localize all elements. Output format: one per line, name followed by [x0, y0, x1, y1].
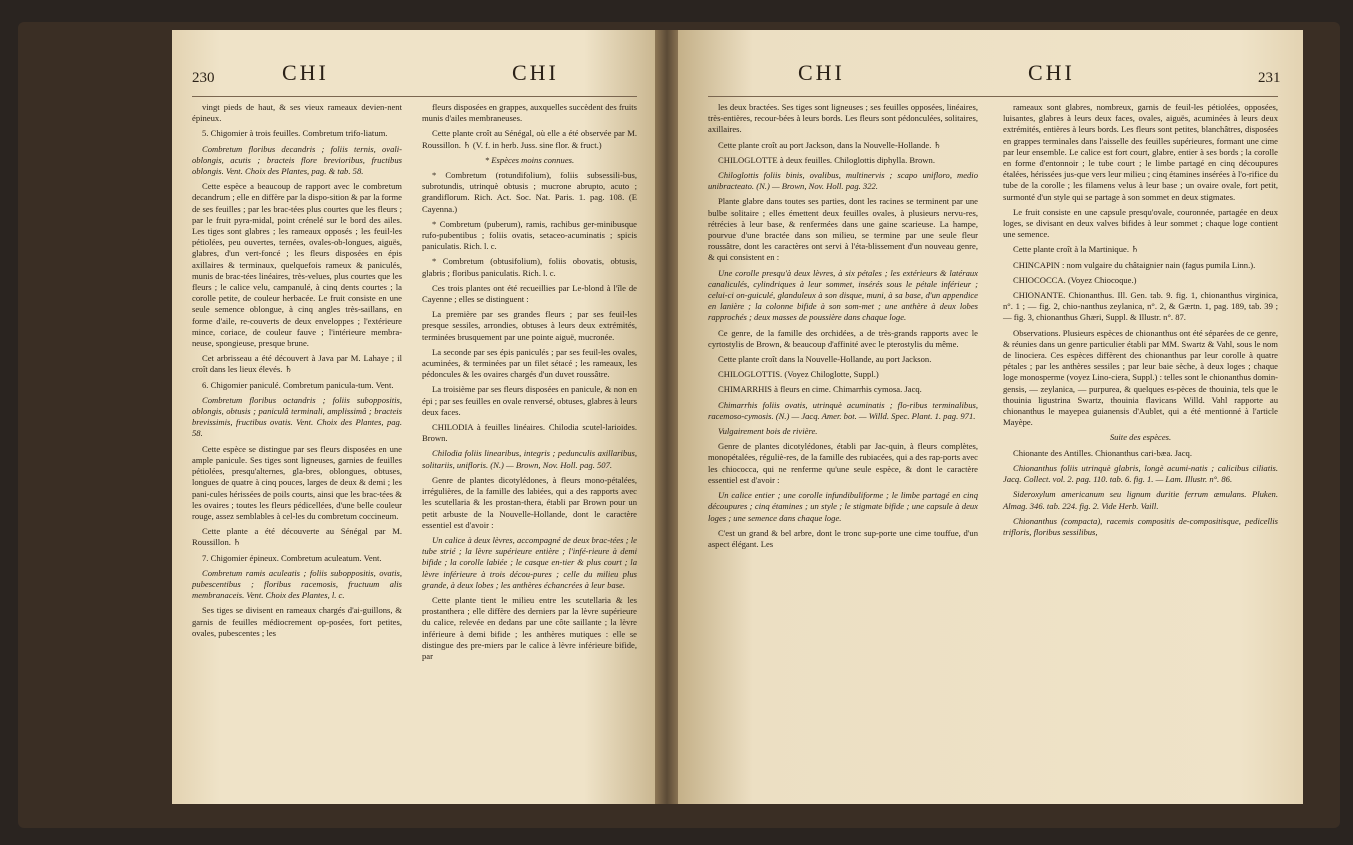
paragraph: Cette plante tient le milieu entre les scutellaria & les prostanthera ; elle diffère des derniers par la lèvre supérieure du calice, relevée en dedans par une côte saillante ; la lèvre inférieure à demi bifide ; les anthères mutiques : elle se distingue des pre-miers par le calice à lèvre inférieure bifide, par	[422, 594, 637, 661]
left-page	[172, 30, 657, 804]
paragraph: Chimarrhis foliis ovatis, utrinquè acuminatis ; flo-ribus terminalibus, racemoso-cymosis. (N.) — Jacq. Amer. bot. — Willd. Spec. Plant. 1. pag. 971.	[708, 399, 978, 421]
paragraph: Suite des espèces.	[1109, 432, 1172, 443]
paragraph: Chionante des Antilles. Chionanthus cari-bæa. Jacq.	[1013, 447, 1193, 458]
paragraph: 5. Chigomier à trois feuilles. Combretum trifo-liatum.	[202, 128, 388, 139]
text-column-right-1	[708, 102, 978, 554]
paragraph: Genre de plantes dicotylédones, établi par Jac-quin, à fleurs complètes, monopétalées, réguliè-res, de la famille des rubiacées, qui a des rap-ports avec les chiococca, qui ne renferme qu'une seule espèce, & dont le caractère essentiel est d'avoir :	[708, 441, 978, 485]
paragraph: CHILOGLOTTIS. (Voyez Chiloglotte, Suppl.)	[718, 369, 879, 380]
page-number: 230	[192, 70, 215, 86]
paragraph: fleurs disposées en grappes, auxquelles succèdent des fruits munis d'ailes membraneuses.	[422, 102, 637, 124]
paragraph: Ses tiges se divisent en rameaux chargés d'ai-guillons, & garnis de feuilles médiocrement op-posées, fort petites, ovales, pubescentes ; les	[192, 605, 402, 638]
text-column-left-2	[422, 102, 637, 666]
paragraph: Une corolle presqu'à deux lèvres, à six pétales ; les extérieurs & latéraux canaliculés, cylindriques à leur sommet, insérés sous le pétale inférieur ; celui-ci on-guiculé, glanduleux à son disque, muni, à sa base, d'un appendice en lanière ; la colonne bifide à son som-met ; une anthère à deux lobes rapprochés ; deux masses de poussière dans chaque loge.	[708, 267, 978, 323]
paragraph: Cette plante croît au port Jackson, dans la Nouvelle-Hollande. ♄	[718, 139, 942, 150]
running-header: CHI	[1028, 60, 1075, 85]
paragraph: Cette espèce a beaucoup de rapport avec le combretum decandrum ; elle en diffère par la dispo-sition & par la forme de ses feuilles ; par les brac-tées plus courtes que les fleurs ; par le fruit pyra-midal, point crénelé sur le bord des ailes. Les tiges sont glabres ; les rameaux opposés ; les feuil-les pétiolées, peu ouvertes, ternées, ovales-ob-longues, aiguës, glabres, d'un vert-foncé ; les fleurs disposées en épis axillaires & terminaux, quelquefois rameux & paniculés, munis de brac-tées linéaires, très-velues, plus courtes que les fleurs ; le calice velu, campanulé, à cinq dents courtes ; la corolle petite, de couleur herbacée. Le fruit consiste en une seule semence oblongue, à cinq angles très-saillans, en forme d'aile, re-couverts de deux enveloppes ; l'extérieure mince, coriace, de couleur fauve ; l'intérieure membra-neuse, spongieuse, presque brune.	[192, 181, 402, 349]
paragraph: Un calice entier ; une corolle infundibuliforme ; le limbe partagé en cinq découpures ; cinq étamines ; un style ; le stigmate bifide ; une capsule à deux loges ; une semence dans chaque loge.	[708, 490, 978, 523]
paragraph: Cette espèce se distingue par ses fleurs disposées en une ample panicule. Ses tiges sont ligneuses, garnies de feuilles pétiolées, presqu'alternes, gla-bres, oblongues, obtuses, longues de quatre à cinq pouces, larges de deux & demi ; les pani-cules hérissées de poils courts, ainsi que les brac-tées & les ovaires ; toutes les fleurs pédicellées, d'une belle couleur rouge, assez semblables à cel-les du combretum coccineum.	[192, 443, 402, 521]
paragraph: Cette plante croît à la Martinique. ♄	[1013, 244, 1139, 255]
header-rule	[708, 96, 1278, 97]
paragraph: Vulgairement bois de rivière.	[718, 426, 818, 437]
paragraph: * Espèces moins connues.	[484, 154, 575, 165]
paragraph: Chionanthus (compacta), racemis compositis de-compositisque, pedicellis trifloris, floribus sessilibus,	[1003, 515, 1278, 537]
page-number: 231	[1258, 70, 1281, 86]
paragraph: Le fruit consiste en une capsule presqu'ovale, couronnée, partagée en deux loges, se divisant en deux valves bifides à leur sommet ; chaque loge contient une semence.	[1003, 206, 1278, 240]
header-rule	[192, 96, 637, 97]
paragraph: Ces trois plantes ont été recueillies par Le-blond à l'île de Cayenne ; elles se distinguent :	[422, 282, 637, 305]
text-column-right-2	[1003, 102, 1278, 542]
paragraph: les deux bractées. Ses tiges sont ligneuses ; ses feuilles opposées, linéaires, très-entières, recour-bées à leurs bords. Les fleurs sont pédonculées, solitaires, axillaires.	[708, 102, 978, 135]
text-column-left-1	[192, 102, 402, 643]
paragraph: CHILODIA à feuilles linéaires. Chilodia scutel-larioides. Brown.	[422, 422, 637, 444]
paragraph: Genre de plantes dicotylédones, à fleurs mono-pétalées, irrégulières, de la famille des labiées, qui a des rapports avec les scutellaria & les prostan-thera, établi par Brown pour un petit arbuste de la Nouvelle-Hollande, dont le caractère essentiel est d'avoir :	[422, 474, 637, 530]
paragraph: Plante glabre dans toutes ses parties, dont les racines se terminent par une bulbe solitaire ; elles émettent deux feuilles ovales, à plusieurs nervu-res, rétrécies à leur base, & renfermées dans une gaine scarieuse. La hampe, pourvue d'une bractée dans son milieu, se termine par une seule fleur roussâtre, dont les caractères ont servi à l'éta-blissement d'un nouveau genre, & qui consistent en :	[708, 196, 978, 263]
paragraph: * Combretum (puberum), ramis, rachibus ger-minibusque rufo-pubentibus ; foliis ovatis, setaceo-acuminatis ; spicis paniculatis. Rich. l. c.	[422, 218, 637, 252]
running-header: CHI	[512, 60, 559, 85]
paragraph: Observations. Plusieurs espèces de chionanthus ont été séparées de ce genre, & réunies dans un genre particulier établi par MM. Swartz & Vahl, sous le nom de linociera. Ces espèces diffèrent des chionanthus par leur corolle à quatre pétales ; par les anthères sessiles ; par leur baie sèche, à deux loges ; chaque loge monosperme (voyez Lino-ciera, Suppl.) : telles sont le chionanthus domin-gensis, — zeylanica, — purpurea, & quelques es-pèces de thouinia, tels que le thouinia ligustrina Swartz, thouinia flavicans Willd. Vahl rapporte au chionanthus le mayepea guianensis d'Aublet, qui a été mentionné à l'article Mayèpe.	[1003, 327, 1278, 428]
paragraph: CHILOGLOTTE à deux feuilles. Chiloglottis diphylla. Brown.	[718, 154, 935, 165]
paragraph: C'est un grand & bel arbre, dont le tronc sup-porte une cime touffue, d'un aspect élégant. Les	[708, 527, 978, 549]
paragraph: Cette plante croît au Sénégal, où elle a été observée par M. Roussillon. ♄ (V. f. in herb. Juss. sine flor. & fruct.)	[422, 128, 637, 150]
paragraph: Chionanthus foliis utrinquè glabris, longè acumi-natis ; calicibus ciliatis. Jacq. Collect. vol. 2. pag. 110. tab. 6. fig. 1. — Lam. Illustr. n°. 86.	[1003, 462, 1278, 485]
paragraph: Chiloglottis foliis binis, ovalibus, multinervis ; scapo unifloro, medio unibracteato. (N.) — Brown, Nov. Holl. pag. 322.	[708, 170, 978, 192]
right-page	[678, 30, 1303, 804]
paragraph: Combretum ramis aculeatis ; foliis suboppositis, ovatis, pubescentibus ; floribus racemosis, fructuum alis membranaceis. Vent. Choix des Plantes, l. c.	[192, 567, 402, 601]
paragraph: La seconde par ses épis paniculés ; par ses feuil-les ovales, acuminées, & terminées par un filet sétacé ; les rameaux, les pédoncules & les ovaires chargés d'un duvet roussâtre.	[422, 346, 637, 380]
paragraph: Cette plante a été découverte au Sénégal par M. Roussillon. ♄	[192, 526, 402, 548]
paragraph: Cette plante croît dans la Nouvelle-Hollande, au port Jackson.	[718, 354, 932, 365]
paragraph: La troisième par ses fleurs disposées en panicule, & non en épi ; par ses feuilles en ovale renversé, obtuses, glabres à leurs deux faces.	[422, 384, 637, 417]
book-gutter	[655, 30, 679, 804]
paragraph: Sideroxylum americanum seu lignum duritie ferrum æmulans. Pluken. Almag. 346. tab. 224. fig. 2. Vide Herb. Vaill.	[1003, 489, 1278, 511]
paragraph: CHIONANTE. Chionanthus. Ill. Gen. tab. 9. fig. 1, chionanthus virginica, n°. 1 ; — fig. 2, chio-nanthus zeylanica, n°. 2, & Gærtn. 1, pag. 189, tab. 39 ; — fig. 3, chionanthus Ghæri, Suppl. & Illustr. n°. 87.	[1003, 290, 1278, 323]
paragraph: Cet arbrisseau a été découvert à Java par M. Lahaye ; il croît dans les lieux élevés. ♄	[192, 353, 402, 375]
paragraph: 7. Chigomier épineux. Combretum aculeatum. Vent.	[202, 552, 382, 563]
paragraph: Ce genre, de la famille des orchidées, a de très-grands rapports avec le cyrtostylis de Brown, & beaucoup d'affinité avec le pterostylis du même.	[708, 327, 978, 349]
paragraph: CHINCAPIN : nom vulgaire du châtaignier nain (fagus pumila Linn.).	[1013, 259, 1256, 270]
paragraph: * Combretum (obtusifolium), foliis obovatis, obtusis, glabris ; floribus paniculatis. Rich. l. c.	[422, 256, 637, 278]
paragraph: vingt pieds de haut, & ses vieux rameaux devien-nent épineux.	[192, 102, 402, 124]
running-header: CHI	[798, 60, 845, 85]
paragraph: * Combretum (rotundifolium), foliis subsessili-bus, subrotundis, utrinquè obtusis ; mucrone abrupto, acuto ; grandiflorum. Rich. Act. Soc. Nat. Paris. 1. pag. 108. (E Cayenna.)	[422, 170, 637, 214]
paragraph: Un calice à deux lèvres, accompagné de deux brac-tées ; le tube strié ; la lèvre supérieure entière ; l'infé-rieure à demi bifide ; la corolle labiée ; le casque en-tier & plus court ; la lèvre inférieure à trois décou-pures ; celle du milieu plus grande, à deux lobes ; les anthères échancrées à leur base.	[422, 534, 637, 590]
paragraph: Combretum floribus decandris ; foliis ternis, ovali-oblongis, acutis ; bracteis flore brevioribus, fructibus oblongis. Vent. Choix des Plantes, pag. & tab. 58.	[192, 143, 402, 177]
paragraph: CHIOCOCCA. (Voyez Chiocoque.)	[1013, 274, 1137, 285]
running-header: CHI	[282, 60, 329, 85]
paragraph: Chilodia foliis linearibus, integris ; pedunculis axillaribus, solitariis, unifloris. (N.) — Brown, Nov. Holl. pag. 507.	[422, 448, 637, 470]
paragraph: rameaux sont glabres, nombreux, garnis de feuil-les pétiolées, opposées, luisantes, glabres à leurs deux faces, ovales, aiguës, acuminées à leurs deux extrémités, entières à leurs bords. Les fleurs sont petites, blanchâtres, disposées en grappes terminales dans l'aisselle des feuilles supérieures, formant une cime par leur ensemble. Le calice est fort court, glabre, entier à ses bords ; la corolle en forme d'entonnoir ; le tube court ; le limbe partagé en cinq découpures étalées, hérissées jus-que vers leur milieu ; cinq étamines insérées à l'o-rifice du tube de la corolle ; les filamens velus à leur base ; un ovaire ovale, fort petit, surmonté d'un style qui se partage à son sommet en deux stigmates.	[1003, 102, 1278, 202]
paragraph: 6. Chigomier paniculé. Combretum panicula-tum. Vent.	[202, 379, 394, 390]
paragraph: La première par ses grandes fleurs ; par ses feuil-les presque sessiles, arrondies, obtuses à leurs deux extrémités, terminées brusquement par une pointe aiguë, mucronée.	[422, 309, 637, 342]
paragraph: Combretum floribus octandris ; foliis suboppositis, oblongis, obtusis ; paniculâ terminali, amplissimâ ; bracteis brevissimis, fructibus ovatis. Vent. Choix des Plantes, pag. 58.	[192, 394, 402, 439]
paragraph: CHIMARRHIS à fleurs en cime. Chimarrhis cymosa. Jacq.	[718, 384, 922, 395]
